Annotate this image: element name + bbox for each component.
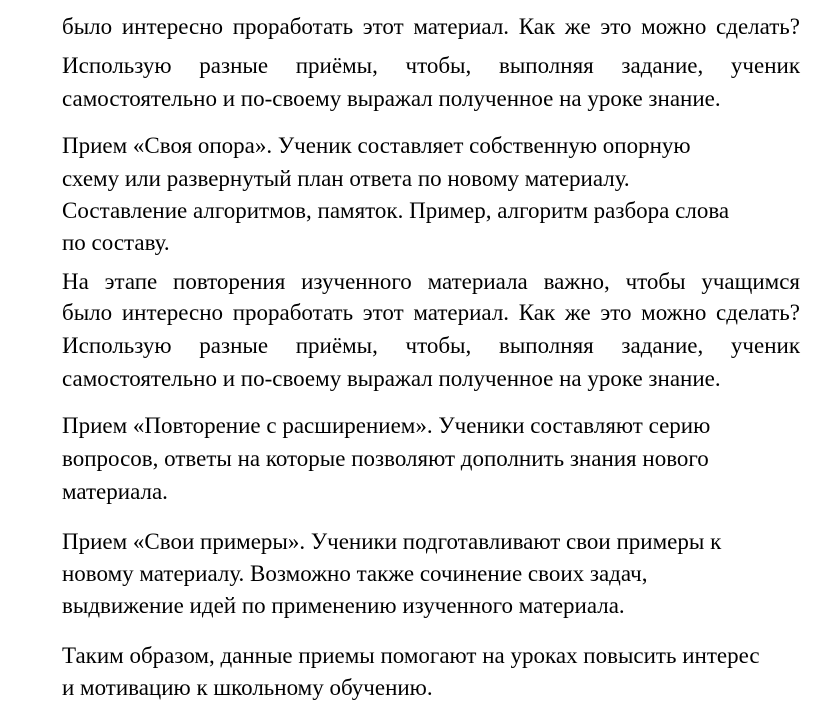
- paragraph-2-line-2: схему или развернутый план ответа по новому материалу.: [62, 166, 630, 191]
- paragraph-4-line-3: материала.: [62, 479, 168, 504]
- paragraph-5-line-3: выдвижение идей по применению изученного материала.: [62, 593, 625, 618]
- paragraph-1-line-1: было интересно проработать этот материал. Как же это можно сделать?: [62, 14, 800, 39]
- paragraph-6-line-2: и мотивацию к школьному обучению.: [62, 675, 433, 700]
- paragraph-4-line-2: вопросов, ответы на которые позволяют дополнить знания нового: [62, 446, 709, 471]
- paragraph-6-line-1: Таким образом, данные приемы помогают на уроках повысить интерес: [62, 643, 760, 668]
- paragraph-3-line-3: Использую разные приёмы, чтобы, выполняя задание, ученик: [62, 333, 800, 358]
- paragraph-4-line-1: Прием «Повторение с расширением». Ученики составляют серию: [62, 413, 711, 438]
- paragraph-1-line-2: Использую разные приёмы, чтобы, выполняя задание, ученик: [62, 53, 800, 78]
- paragraph-3-line-4: самостоятельно и по-своему выражал полученное на уроке знание.: [62, 366, 721, 391]
- paragraph-1-line-3: самостоятельно и по-своему выражал полученное на уроке знание.: [62, 86, 721, 111]
- paragraph-2-line-1: Прием «Своя опора». Ученик составляет собственную опорную: [62, 133, 691, 158]
- paragraph-5-line-2: новому материалу. Возможно также сочинение своих задач,: [62, 561, 648, 586]
- paragraph-3-line-2: было интересно проработать этот материал. Как же это можно сделать?: [62, 300, 800, 325]
- paragraph-2-line-4: по составу.: [62, 230, 170, 255]
- paragraph-5-line-1: Прием «Свои примеры». Ученики подготавливают свои примеры к: [62, 529, 722, 554]
- paragraph-2-line-3: Составление алгоритмов, памяток. Пример, алгоритм разбора слова: [62, 198, 730, 223]
- paragraph-3-line-1: На этапе повторения изученного материала важно, чтобы учащимся: [62, 269, 800, 294]
